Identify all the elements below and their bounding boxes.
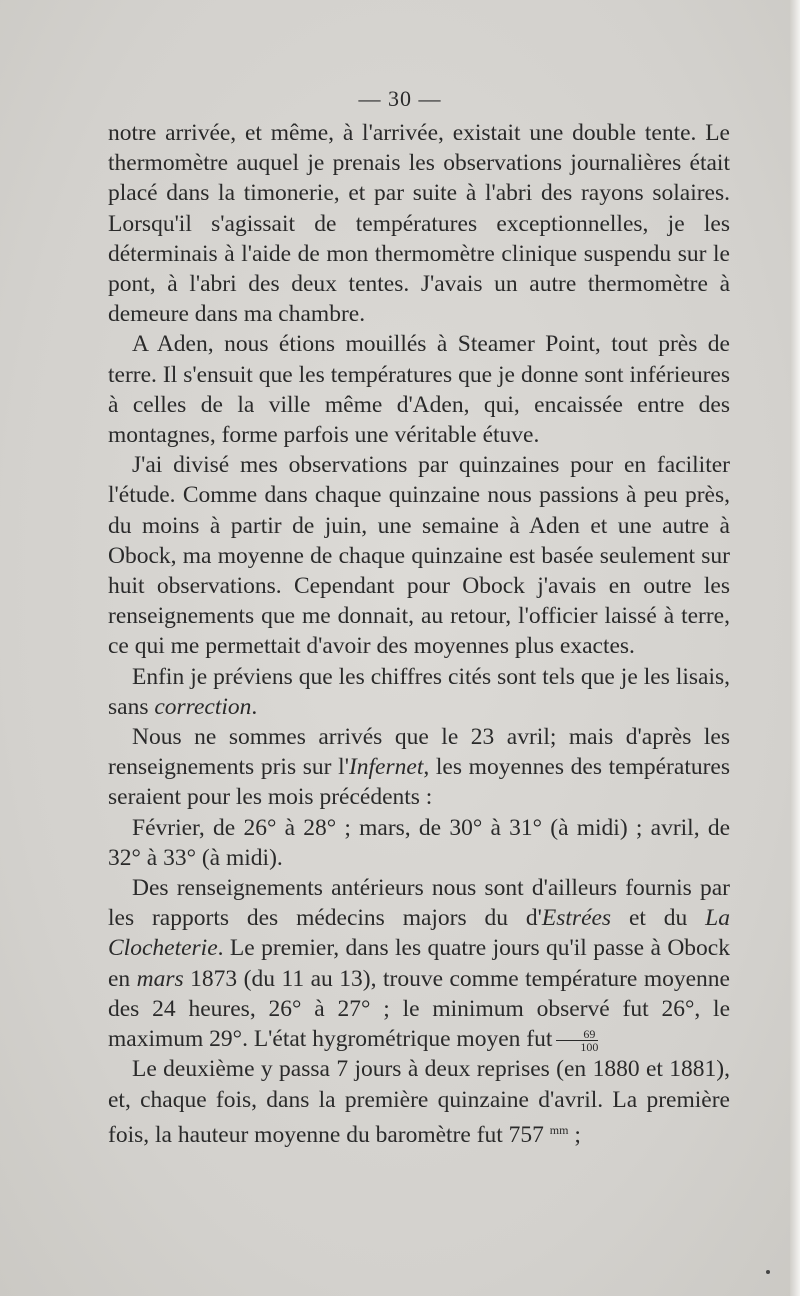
paragraph-7-text-d: 1873 (du 11 au 13), trouve comme température moyenne des 24 heures, 26° à 27° ; le minimum observé fut 26°, le maximum 29°. L'état hygrométrique moyen fut	[108, 965, 730, 1053]
paragraph-7-text-b: et du	[611, 905, 706, 932]
paragraph-5-end: , les moyennes des températures seraient pour les mois précédents :	[108, 754, 730, 811]
paragraph-8-end: ;	[568, 1121, 581, 1148]
italic-mars: mars	[136, 965, 184, 992]
paragraph-1: notre arrivée, et même, à l'arrivée, existait une double tente. Le thermomètre auquel je prenais les observations journalières était placé dans la timonerie, et par suite à l'abri des rayons solaires. Lorsqu'il s'agissait de températures exceptionnelles, je les déterminais à l'aide de mon thermomètre clinique suspendu sur le pont, à l'abri des deux tentes. J'avais un autre thermomètre à demeure dans ma chambre.	[108, 120, 730, 328]
unit-mm: mm	[549, 1122, 569, 1137]
paragraph-2: A Aden, nous étions mouillés à Steamer Point, tout près de terre. Il s'ensuit que les températures que je donne sont inférieures à celles de la ville même d'Aden, qui, encaissée entre des montagnes, forme parfois une véritable étuve.	[108, 331, 730, 449]
italic-la-clocheterie: La Clocheterie	[108, 905, 730, 962]
fraction	[556, 1028, 598, 1053]
paragraph-7	[108, 873, 730, 1054]
italic-correction: correction	[154, 693, 252, 720]
body-text	[108, 118, 730, 1150]
speck-mark	[766, 1270, 770, 1274]
paragraph-7-text-c: . Le premier, dans les quatre jours qu'il passe à Obock en	[108, 935, 730, 992]
paragraph-8	[108, 1054, 730, 1150]
paragraph-5	[108, 722, 730, 813]
paragraph-7-text-a: Des renseignements antérieurs nous sont d'ailleurs fournis par les rapports des médecins majors du d'	[108, 875, 730, 932]
fraction-numerator: 69	[556, 1028, 598, 1041]
page-edge	[790, 0, 800, 1296]
paragraph-4-end: .	[251, 693, 258, 720]
paragraph-4	[108, 662, 730, 722]
paragraph-8-text: Le deuxième y passa 7 jours à deux reprises (en 1880 et 1881), et, chaque fois, dans la première quinzaine d'avril. La première fois, la hauteur moyenne du baromètre fut 757	[108, 1056, 730, 1148]
paragraph-4-text: Enfin je préviens que les chiffres cités sont tels que je les lisais, sans	[108, 663, 730, 720]
fraction-denominator: 100	[580, 1040, 599, 1055]
italic-infernet: Infernet	[348, 754, 424, 781]
page-number: — 30 —	[358, 86, 442, 111]
paragraph-6: Février, de 26° à 28° ; mars, de 30° à 31° (à midi) ; avril, de 32° à 33° (à midi).	[108, 814, 730, 871]
paragraph-3: J'ai divisé mes observations par quinzaines pour en faciliter l'étude. Comme dans chaque quinzaine nous passions à peu près, du moins à partir de juin, une semaine à Aden et une autre à Obock, ma moyenne de chaque quinzaine est basée seulement sur huit observations. Cependant pour Obock j'avais en outre les renseignements que me donnait, au retour, l'officier laissé à terre, ce qui me permettait d'avoir des moyennes plus exactes.	[108, 452, 730, 660]
italic-estrees: Estrées	[541, 905, 612, 932]
paragraph-5-text: Nous ne sommes arrivés que le 23 avril; mais d'après les renseignements pris sur l'	[108, 724, 730, 781]
